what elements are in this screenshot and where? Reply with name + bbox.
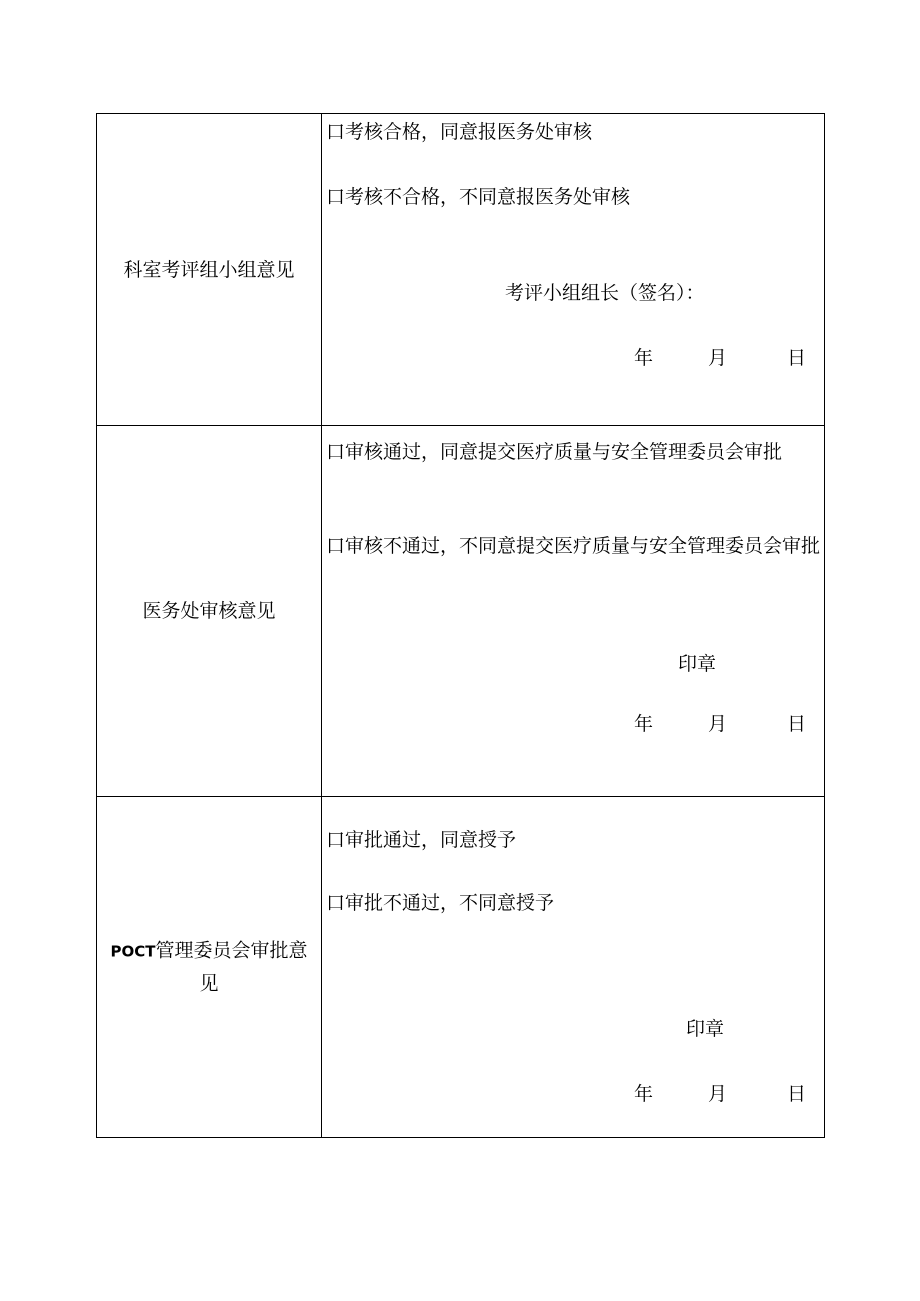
date-month-label: 月 (708, 713, 728, 735)
option-reject-checkbox[interactable]: 口审核不通过，不同意提交医疗质量与安全管理委员会审批 (326, 535, 821, 557)
leader-signature-label: 考评小组组长（签名）： (505, 282, 705, 304)
medical-affairs-opinion-cell (322, 426, 825, 797)
date-year-label: 年 (634, 347, 654, 369)
dept-review-label: 科室考评组小组意见 (123, 258, 295, 281)
date-day-label: 日 (787, 713, 807, 735)
option-fail-checkbox[interactable]: 口考核不合格，不同意报医务处审核 (326, 186, 631, 208)
option-deny-checkbox[interactable]: 口审批不通过，不同意授予 (326, 892, 555, 914)
poct-committee-label-text: 管理委员会审批意见 (155, 939, 308, 995)
poct-prefix: POCT (110, 942, 156, 961)
medical-affairs-label-cell (97, 426, 322, 797)
date-day-label: 日 (787, 1083, 807, 1105)
poct-committee-opinion-cell (322, 797, 825, 1138)
option-pass-checkbox[interactable]: 口考核合格，同意报医务处审核 (326, 121, 593, 143)
date-day-label: 日 (787, 347, 807, 369)
dept-review-label-cell (97, 114, 322, 426)
poct-committee-label-cell (97, 797, 322, 1138)
poct-committee-label (105, 935, 313, 1000)
option-approve-checkbox[interactable]: 口审核通过，同意提交医疗质量与安全管理委员会审批 (326, 441, 783, 463)
option-grant-checkbox[interactable]: 口审批通过，同意授予 (326, 829, 517, 851)
dept-review-opinion-cell (322, 114, 825, 426)
date-month-label: 月 (708, 1083, 728, 1105)
approval-form-table (96, 113, 825, 1138)
medical-affairs-label: 医务处审核意见 (142, 600, 276, 622)
date-year-label: 年 (634, 1083, 654, 1105)
poct-committee-row (97, 797, 825, 1138)
date-month-label: 月 (708, 347, 728, 369)
medical-affairs-row (97, 426, 825, 797)
date-year-label: 年 (634, 713, 654, 735)
dept-review-row (97, 114, 825, 426)
seal-label: 印章 (678, 653, 717, 675)
seal-label: 印章 (686, 1018, 725, 1040)
